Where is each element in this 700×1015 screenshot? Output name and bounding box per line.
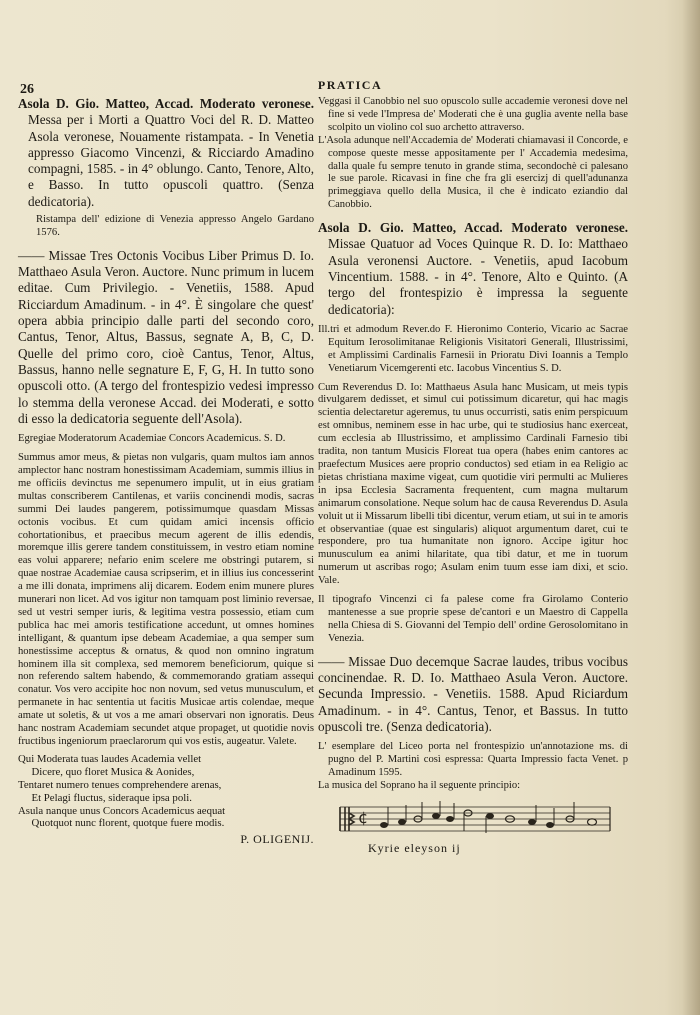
left-column	[18, 96, 314, 847]
verse-signature: P. OLIGENIJ.	[240, 832, 314, 847]
verse-line: Asula nanque unus Concors Academicus aequat	[18, 804, 226, 817]
music-incipit	[318, 799, 618, 859]
note-canobbio: Veggasi il Canobbio nel suo opuscolo sulle accademie veronesi dove nel fine si vede l'Impresa de' Moderati che è una guglia avente nella base scolpito un violino col suo archetto attraverso.	[318, 96, 628, 133]
svg-text:¢: ¢	[358, 807, 369, 827]
note-asola-concorde: L'Asola adunque nell'Accademia de' Moderati chiamavasi il Concorde, e compose queste messe appositamente per l' Accademia medesima, dalla quale fu sempre tenuto in grande stima, secondochè ci palesano le sue parole. Ricavasi in fine che fra gli esercizj di quell'adunanza primeggiava quello della Musica, il che è indicato eziandio dal Canobbio.	[318, 134, 628, 211]
dedication-text: Cum Reverendus D. Io: Matthaeus Asula hanc Musicam, ut meis typis divulgarem dedisset, et simul cui potissimum dicaretur, qui hac magis scientia delectaretur ageremus, tu unus occurristi, satis enim perspicuum est omnibus, neminem esse in hac urbe, qui te studiosius hanc exerceat, cum ecclesia ab Illustrissimo, et amplissimo Cardinali Farnesio tibi tradita, non tantum Musicis Floreat tua opera (habes enim cantores ac praefectum Musices aere proprio conductos) sed etiam in ea Religio ac pietas christiana maxime vigeat, cum quotidie viri permulti ac Mulieres in ipsa Ecclesia Sacramenta frequentent, cum magna multarum animarum consolatione. Neque solum hac de causa Reverendus D. Asula voluit ut ii Missarum libelli tibi dicentur, verum etiam, ut sui in te amoris et observantiae (quae est singularis) aliquot argumentum daret, cui te respondere, pro tua humanitate non ignoro. Accipe igitur hoc munusculum ea animi hilaritate, qua tibi datur, et me in tuorum numerum ut ascribas rogo; Asulam enim tuum esse iam dixi, et scio. Vale.	[318, 381, 628, 587]
music-staff	[318, 799, 618, 843]
page-number: 26	[20, 82, 34, 97]
dedication-heading: Ill.tri et admodum Rever.do F. Hieronimo Conterio, Vicario ac Sacrae Equitum Ierosolimitanae Religionis Visitatori Generali, Illustrissimi, et Amplissimi Cardinalis Farnesii in Prioratu Divi Ioannis a Templo Venetiarum Vicemgerenti etc. Iacobus Vincentius S. D.	[318, 323, 628, 374]
dedication-text: Summus amor meus, & pietas non vulgaris, quam multos iam annos amplector hanc nostram honestissimam Academiam, summis illius in me officiis devinctus me sepenumero impulit, ut in eius gratiam multas conscriberem Cantilenas, et variis concinendi modis, sacras summi Dei laudes pangerem, potissimumque quasdam Missas octonis vocibus. Et cum quidam amici incensis officio cohortationibus, et praecibus mecum agerent de illis edendis, moremque illis gerere tandem constituissem, in vestro etiam nomine eas volui apparere; nefario enim scelere me obstringi putarem, si quae nostrae Academiae causa scripserim, et in illius ius concesserint a me illi donata, imprimens alij dicarem. Eodem enim munere plures munerari non licet. Ad vos igitur non tamquam post liminio reversae, sed ut vestri semper iuris, & legitima vestra possessio, etiam cum publica hac mei amoris testificatione accedunt, ut omnes homines intelligant, & quantum ipse debeam Academiae, a qua semper sum honestissime acceptus & ornatus, & quod non omnino ingratum hominem illa sit complexa, sed memorem beneficiorum, quique si non referendo saltem habendo, & commemorando gratiam assequi conatur. Vos vero accipite hoc non novum, sed vetus munusculum, et permanete in hac sententia ut facitis Musicae artis colendae, meque amate ut soletis, & ut vos a me amari observari non ignoratis. Deus hanc nostram Academiam secundet atque propaget, ut quotidie novis fructibus ingeniorum praeclarorum qui vos estis, augeatur. Valete.	[18, 452, 314, 747]
note-ristampa: Ristampa dell' edizione di Venezia appresso Angelo Gardano 1576.	[36, 214, 314, 238]
page-edge-shadow	[682, 0, 700, 1015]
notes-icon	[358, 801, 597, 833]
verse-line: Et Pelagi fluctus, sideraque ipsa poli.	[18, 791, 192, 804]
verse-line: Dicere, quo floret Musica & Aonides,	[18, 765, 195, 778]
verse-line: Qui Moderata tuas laudes Academia vellet	[18, 752, 202, 765]
note-esemplare: L' esemplare del Liceo porta nel frontespizio un'annotazione ms. di pugno del P. Martini così espressa: Quarta Impressio facta Venet. p Amadinum 1595.	[318, 741, 628, 778]
running-head: PRATICA	[317, 78, 383, 92]
verse-line: Quotquot nunc florent, quotque fuere modis.	[18, 817, 225, 830]
entry-text: Missae Quatuor ad Voces Quinque R. D. Io: Matthaeo Asula veronensi Auctore. - Venetiis, apud Iacobum Vincentium. 1588. - in 4°. Tenore, Alto e Quinto. (A tergo del frontespizio è impressa la seguente dedicatoria):	[328, 236, 628, 317]
entry-missae-tres: —— Missae Tres Octonis Vocibus Liber Primus D. Io. Matthaeo Asula Veron. Auctore. Nunc primum in lucem editae. Cum Privilegio. - Venetiis, 1588. Apud Ricciardum Amadinum. - in 4°. È singolare che quest' opera abbia principio dalle parti del secondo coro, Cantus, Tenor, Altus, Bassus, segnate A, B, C, D. Quelle del primo coro, cioè Cantus, Tenor, Altus, Bassus, hanno nelle segnature E, F, G, H. In tutto sono opuscoli otto. (A tergo del frontespizio vedesi impresso lo stemma della veronese Accad. dei Moderati, e sotto di esso la dedicatoria seguente dell'Asola).	[18, 247, 314, 426]
verse-line: Tentaret numero tenues comprehendere arenas,	[18, 778, 222, 791]
note-tipografo: Il tipografo Vincenzi ci fa palese come fra Girolamo Conterio mantenesse a sue proprie spese de'cantori e un Maestro di Cappella nella Chiesa di S. Giovanni del Tempio dell' ordine Gerosolomitano in Venezia.	[318, 594, 628, 644]
entry-heading: Asola D. Gio. Matteo, Accad. Moderato veronese.	[318, 220, 628, 236]
verse-block	[18, 753, 314, 830]
dedication-heading: Egregiae Moderatorum Academiae Concors Academicus. S. D.	[18, 433, 286, 445]
entry-missae-duo: —— Missae Duo decemque Sacrae laudes, tribus vocibus concinendae. R. D. Io. Matthaeo Asula Veron. Auctore. Secunda Impressio. - Venetiis. 1588. Apud Riciardum Amadinum. - in 4°. Cantus, Tenor, et Bassus. In tutto opuscoli tre. (Senza dedicatoria).	[318, 653, 628, 734]
entry-missae-quatuor	[318, 220, 628, 318]
note-musica-soprano: La musica del Soprano ha il seguente principio:	[318, 779, 521, 791]
entry-heading: Asola D. Gio. Matteo, Accad. Moderato veronese.	[18, 96, 314, 111]
entry-text: Messa per i Morti a Quattro Voci del R. D. Matteo Asola veronese, Nouamente ristampata. - In Venetia appresso Giacomo Vincenzi, & Ricciardo Amadino compagni, 1585. - in 4° oblungo. Canto, Tenore, Alto, e Basso. In tutto opuscoli quattro. (Senza dedicatoria).	[28, 112, 314, 209]
entry-asola-messa-morti	[18, 96, 314, 210]
incipit-lyrics: Kyrie eleyson ij	[368, 840, 461, 855]
right-column	[318, 96, 628, 859]
